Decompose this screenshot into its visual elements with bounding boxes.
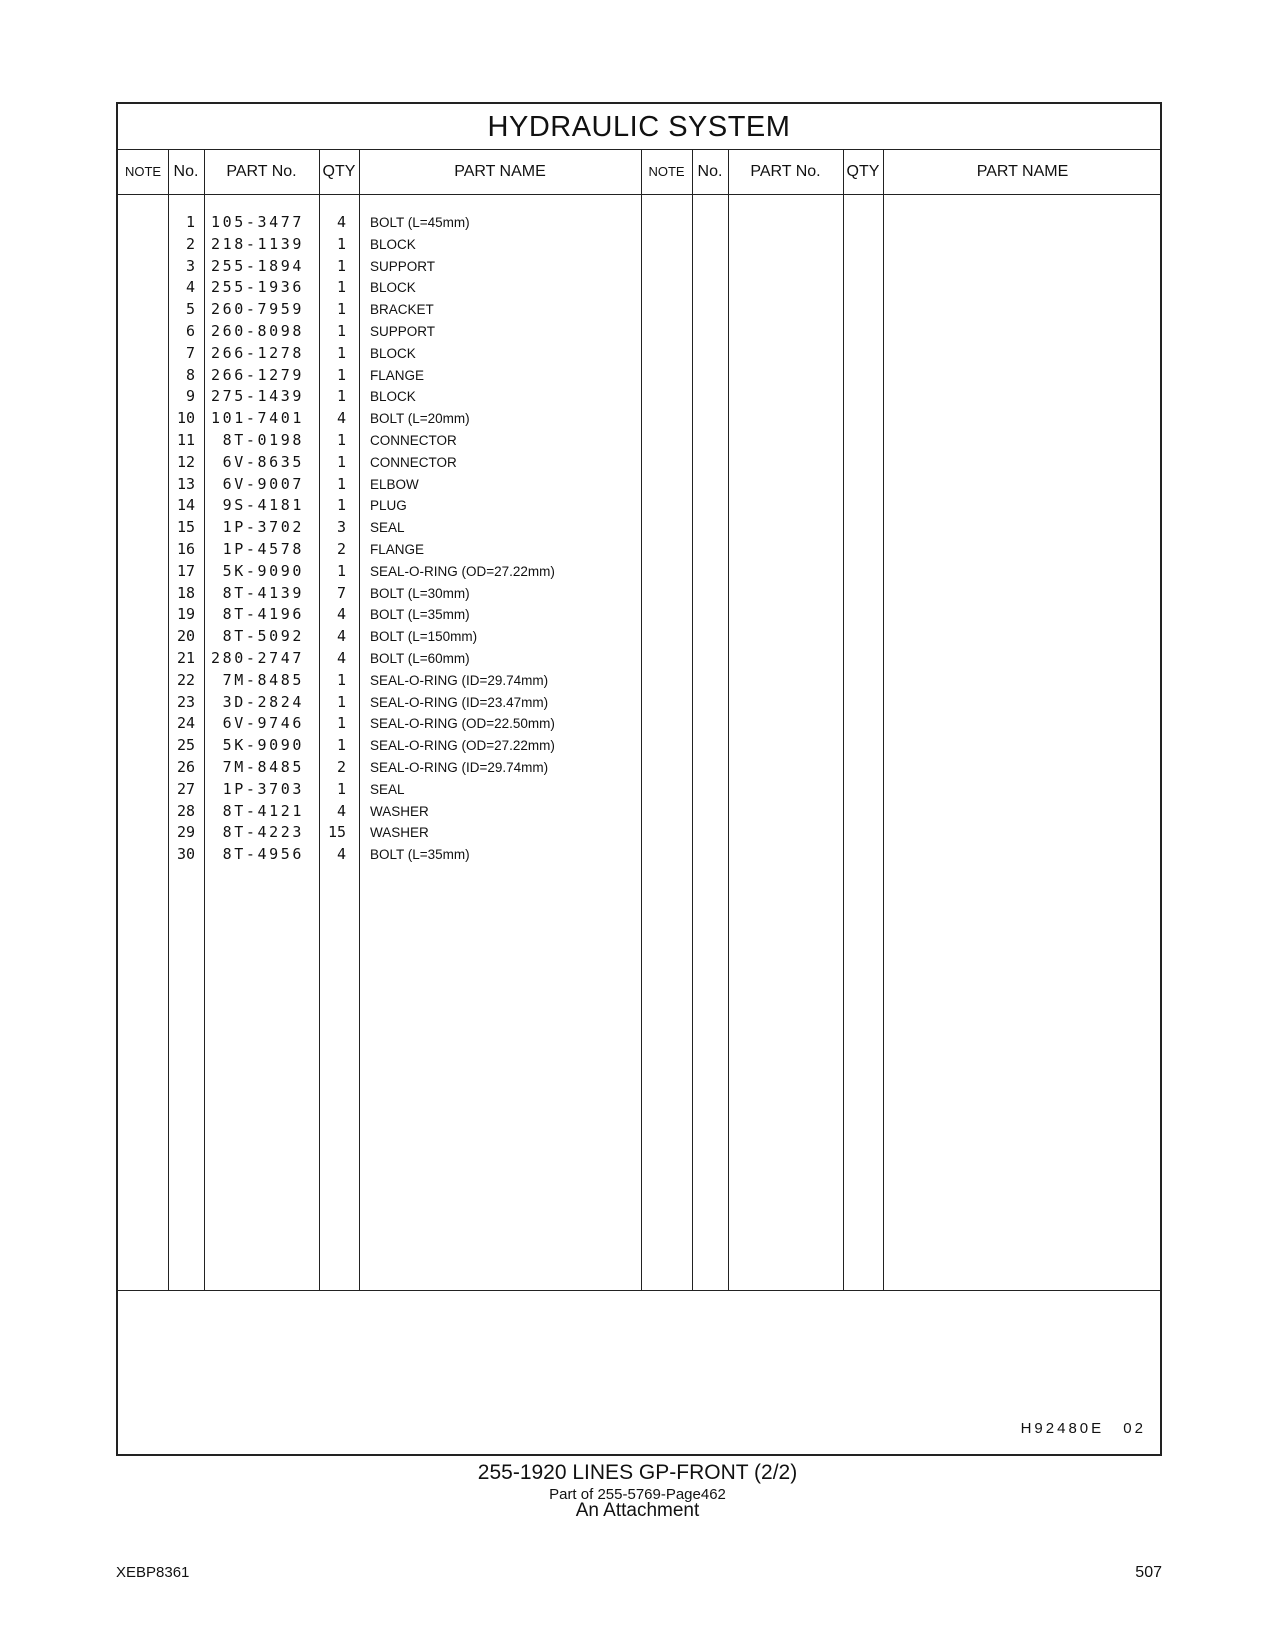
part-name: SEAL-O-RING (OD=27.22mm) <box>370 738 555 754</box>
quantity: 2 <box>336 540 346 558</box>
item-number: 27 <box>176 779 195 798</box>
attachment-caption: An Attachment <box>575 1500 700 1521</box>
item-number: 19 <box>176 605 195 624</box>
part-name: WASHER <box>370 803 429 819</box>
part-name: BOLT (L=30mm) <box>370 585 470 601</box>
table-row <box>118 692 1160 714</box>
table-row <box>118 713 1160 735</box>
part-name: BOLT (L=60mm) <box>370 651 470 666</box>
part-number: 218-1139 <box>210 234 304 253</box>
part-number: 255-1894 <box>210 256 304 275</box>
part-number: 266-1279 <box>210 365 304 384</box>
quantity: 2 <box>336 758 346 776</box>
item-number: 7 <box>185 343 195 362</box>
table-row <box>118 321 1160 343</box>
header-part-no-left: PART No. <box>226 163 297 180</box>
quantity: 1 <box>336 256 346 275</box>
part-name: BOLT (L=150mm) <box>370 629 478 645</box>
table-row <box>118 474 1160 496</box>
header-qty-left: QTY <box>322 163 356 180</box>
item-number: 6 <box>185 322 195 340</box>
quantity: 1 <box>336 234 346 253</box>
item-number: 22 <box>176 670 195 689</box>
table-row <box>118 408 1160 430</box>
table-row <box>118 277 1160 299</box>
item-number: 30 <box>176 845 195 864</box>
item-number: 16 <box>176 540 195 558</box>
part-number: 266-1278 <box>210 343 304 362</box>
item-number: 14 <box>176 496 195 515</box>
table-row <box>118 386 1160 408</box>
part-number: 6V-8635 <box>222 452 304 471</box>
part-name: FLANGE <box>370 542 425 557</box>
item-number: 8 <box>185 365 195 384</box>
part-number: 3D-2824 <box>222 692 304 711</box>
part-name: WASHER <box>370 825 429 841</box>
quantity: 1 <box>336 692 346 711</box>
quantity: 1 <box>336 365 346 384</box>
quantity: 1 <box>336 714 346 733</box>
part-number: 105-3477 <box>210 213 304 231</box>
quantity: 1 <box>336 561 346 580</box>
part-name: SEAL <box>370 520 405 536</box>
table-row <box>118 583 1160 605</box>
quantity: 1 <box>336 322 346 340</box>
table-row <box>118 735 1160 757</box>
item-number: 9 <box>185 387 195 406</box>
part-name: BLOCK <box>370 236 416 252</box>
table-bottom-divider <box>118 1290 1160 1291</box>
quantity: 4 <box>336 627 346 646</box>
item-number: 13 <box>176 474 195 493</box>
table-row <box>118 604 1160 626</box>
part-name: BOLT (L=35mm) <box>370 847 470 863</box>
table-row <box>118 779 1160 801</box>
part-number: 8T-0198 <box>222 431 304 449</box>
item-number: 11 <box>176 431 195 449</box>
item-number: 25 <box>176 736 195 755</box>
part-name: BLOCK <box>370 389 416 405</box>
quantity: 1 <box>336 278 346 297</box>
part-number: 260-7959 <box>210 300 304 319</box>
table-row <box>118 234 1160 256</box>
table-row <box>118 539 1160 561</box>
item-number: 23 <box>176 692 195 711</box>
table-row <box>118 365 1160 387</box>
part-name: SUPPORT <box>370 324 436 339</box>
quantity: 4 <box>336 801 346 820</box>
part-number: 1P-3703 <box>222 779 304 798</box>
part-name: SUPPORT <box>370 258 436 274</box>
table-row <box>118 561 1160 583</box>
part-number: 9S-4181 <box>222 496 304 515</box>
part-number: 5K-9090 <box>222 736 304 755</box>
parts-table-frame <box>116 102 1162 1456</box>
item-number: 20 <box>176 627 195 646</box>
part-number: 6V-9007 <box>222 474 304 493</box>
part-number: 255-1936 <box>210 278 304 297</box>
page-number: 507 <box>1135 1564 1162 1581</box>
part-name: BOLT (L=45mm) <box>370 215 470 230</box>
part-name: CONNECTOR <box>370 433 457 448</box>
quantity: 4 <box>336 845 346 864</box>
part-name: ELBOW <box>370 476 419 492</box>
table-row <box>118 299 1160 321</box>
group-caption: 255-1920 LINES GP-FRONT (2/2) <box>477 1461 798 1484</box>
quantity: 1 <box>336 670 346 689</box>
part-name: PLUG <box>370 498 407 514</box>
quantity: 1 <box>336 343 346 362</box>
part-name: FLANGE <box>370 367 425 383</box>
part-number: 275-1439 <box>210 387 304 406</box>
part-number: 8T-4956 <box>222 845 304 864</box>
part-number: 260-8098 <box>210 322 304 340</box>
quantity: 1 <box>336 474 346 493</box>
item-number: 3 <box>185 256 195 275</box>
quantity: 15 <box>327 823 346 842</box>
item-number: 17 <box>176 561 195 580</box>
part-number: 8T-4196 <box>222 605 304 624</box>
part-number: 7M-8485 <box>222 758 304 776</box>
part-name: SEAL-O-RING (ID=23.47mm) <box>370 694 549 710</box>
table-row <box>118 626 1160 648</box>
item-number: 28 <box>176 801 195 820</box>
item-number: 10 <box>176 409 195 428</box>
quantity: 1 <box>336 496 346 515</box>
header-no-right: No. <box>697 163 723 180</box>
part-of-caption: Part of 255-5769-Page462 <box>549 1486 726 1503</box>
quantity: 4 <box>336 649 346 667</box>
table-header-row <box>118 150 1160 195</box>
quantity: 4 <box>336 605 346 624</box>
part-number: 7M-8485 <box>222 670 304 689</box>
part-number: 8T-4121 <box>222 801 304 820</box>
item-number: 12 <box>176 452 195 471</box>
quantity: 4 <box>336 213 346 231</box>
part-name: BOLT (L=20mm) <box>370 411 470 427</box>
item-number: 29 <box>176 823 195 842</box>
drawing-code: H92480E 02 <box>1020 1420 1146 1437</box>
part-number: 6V-9746 <box>222 714 304 733</box>
item-number: 15 <box>176 518 195 537</box>
section-title: HYDRAULIC SYSTEM <box>118 104 1160 150</box>
part-name: CONNECTOR <box>370 454 457 470</box>
quantity: 1 <box>336 779 346 798</box>
part-number: 8T-5092 <box>222 627 304 646</box>
table-row <box>118 452 1160 474</box>
item-number: 4 <box>185 278 195 297</box>
part-name: BOLT (L=35mm) <box>370 607 470 623</box>
part-name: BLOCK <box>370 280 416 296</box>
header-part-no-right: PART No. <box>750 163 821 180</box>
item-number: 5 <box>185 300 195 319</box>
quantity: 1 <box>336 736 346 755</box>
part-number: 8T-4139 <box>222 583 304 602</box>
part-number: 1P-3702 <box>222 518 304 537</box>
part-name: BLOCK <box>370 345 416 361</box>
quantity: 1 <box>336 431 346 449</box>
part-name: SEAL <box>370 781 405 797</box>
header-note-left: NOTE <box>124 164 162 179</box>
header-note-right: NOTE <box>648 164 685 179</box>
item-number: 2 <box>185 234 195 253</box>
table-row <box>118 844 1160 866</box>
table-row <box>118 430 1160 452</box>
table-row <box>118 648 1160 670</box>
part-number: 280-2747 <box>210 649 304 667</box>
item-number: 26 <box>176 758 195 776</box>
document-id: XEBP8361 <box>116 1564 190 1581</box>
item-number: 18 <box>176 583 195 602</box>
quantity: 1 <box>336 387 346 406</box>
table-row <box>118 517 1160 539</box>
table-row <box>118 256 1160 278</box>
item-number: 24 <box>176 714 195 733</box>
quantity: 1 <box>336 452 346 471</box>
part-number: 101-7401 <box>210 409 304 428</box>
part-name: SEAL-O-RING (OD=22.50mm) <box>370 716 555 732</box>
header-part-name-right: PART NAME <box>976 163 1069 180</box>
quantity: 1 <box>336 300 346 319</box>
quantity: 7 <box>336 583 346 602</box>
part-number: 5K-9090 <box>222 561 304 580</box>
part-number: 8T-4223 <box>222 823 304 842</box>
table-row <box>118 212 1160 234</box>
table-row <box>118 670 1160 692</box>
table-row <box>118 801 1160 823</box>
header-no-left: No. <box>173 163 199 180</box>
table-row <box>118 822 1160 844</box>
part-number: 1P-4578 <box>222 540 304 558</box>
header-part-name-left: PART NAME <box>454 163 546 180</box>
item-number: 21 <box>176 649 195 667</box>
quantity: 3 <box>336 518 346 537</box>
table-row <box>118 757 1160 779</box>
part-name: SEAL-O-RING (OD=27.22mm) <box>370 563 555 579</box>
table-row <box>118 343 1160 365</box>
item-number: 1 <box>185 213 195 231</box>
table-row <box>118 495 1160 517</box>
part-name: SEAL-O-RING (ID=29.74mm) <box>370 760 549 775</box>
quantity: 4 <box>336 409 346 428</box>
header-qty-right: QTY <box>846 163 880 180</box>
part-name: SEAL-O-RING (ID=29.74mm) <box>370 672 549 688</box>
part-name: BRACKET <box>370 302 434 318</box>
